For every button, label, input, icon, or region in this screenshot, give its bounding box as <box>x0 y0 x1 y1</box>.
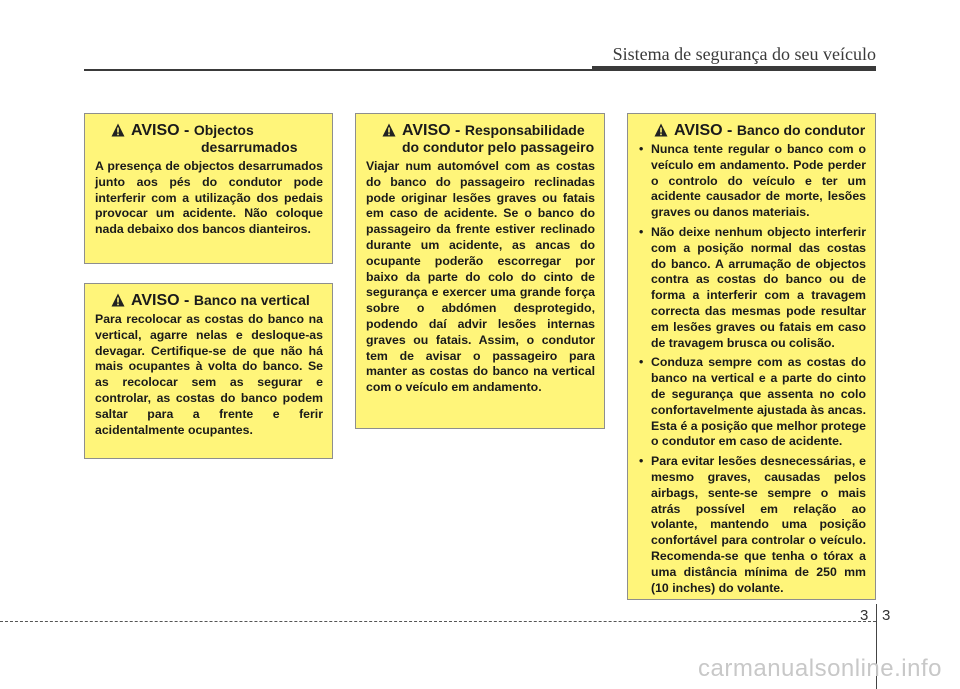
page-number: 3 <box>882 607 891 624</box>
warning-subtitle: Responsabilidade <box>464 122 585 138</box>
warning-triangle-icon <box>382 123 396 137</box>
warning-triangle-icon <box>111 123 125 137</box>
warning-body: Viajar num automóvel com as costas do banco do passageiro reclinadas pode originar lesões graves ou fatais em caso de acidente. Se o banco do passageiro da frente estiver reclinado durante um acidente, as ancas do ocupante poderão escorregar por baixo da parte do colo do cinto de segurança e exercer uma grande força sobre o abdómen desprotegido, podendo daí advir lesões internas graves ou fatais. Assim, o condutor tem de avisar o passageiro para manter as costas do banco na vertical com o veículo em andamento. <box>366 159 595 395</box>
warning-body: Para recolocar as costas do banco na vertical, agarre nelas e desloque-as devagar. Certifique-se de que não há mais ocupantes à volta do banco. Se as recolocar sem as segurar e controlar, as costas do banco podem saltar para a frente e ferir acidentalmente ocupantes. <box>95 312 323 437</box>
footer-rule <box>0 621 876 622</box>
warning-box-condutor <box>627 113 876 600</box>
watermark: carmanualsonline.info <box>698 655 942 682</box>
warning-label: AVISO - <box>402 122 461 139</box>
warning-subtitle: Banco do condutor <box>736 122 866 138</box>
warning-triangle-icon <box>654 123 668 137</box>
warning-subtitle: Banco na vertical <box>193 292 310 308</box>
warning-box-title <box>95 122 323 156</box>
warning-body: A presença de objectos desarrumados junto aos pés do condutor pode interferir com a utilização dos pedais provocar um acidente. Não coloque nada debaixo dos bancos dianteiros. <box>95 159 323 237</box>
warning-box-title <box>638 122 866 139</box>
page-header-title: Sistema de segurança do seu veículo <box>612 44 876 64</box>
header-rule-accent <box>592 66 876 71</box>
warning-label: AVISO - <box>131 122 190 139</box>
warning-box-title <box>95 292 323 309</box>
warning-box-title <box>366 122 595 156</box>
warning-subtitle-line2: do condutor pelo passageiro <box>402 139 595 155</box>
warning-bullet-item: • Conduza sempre com as costas do banco na vertical e a parte do cinto de segurança que assenta no colo confortavelmente ajustada às ancas. Esta é a posição que melhor protege o condutor em caso de acidente. <box>638 355 866 450</box>
warning-subtitle: Objectos <box>193 122 254 138</box>
warning-bullet-list <box>638 142 866 596</box>
warning-subtitle-line2: desarrumados <box>201 139 298 155</box>
warning-box-objectos <box>84 113 333 264</box>
warning-box-passageiro <box>355 113 605 429</box>
chapter-number: 3 <box>860 607 869 624</box>
warning-bullet-item: • Nunca tente regular o banco com o veículo em andamento. Pode perder o controlo do veículo e ter um acidente causador de morte, lesões graves ou danos materiais. <box>638 142 866 221</box>
warning-triangle-icon <box>111 293 125 307</box>
warning-box-vertical <box>84 283 333 459</box>
warning-bullet-item: • Para evitar lesões desnecessárias, e mesmo graves, causadas pelos airbags, sente-se sempre o mais atrás possível em relação ao volante, mantendo uma posição confortável para controlar o veículo. Recomenda-se que tenha o tórax a uma distância mínima de 250 mm (10 inches) do volante. <box>638 454 866 596</box>
warning-label: AVISO - <box>674 122 733 139</box>
warning-label: AVISO - <box>131 292 190 309</box>
warning-bullet-item: • Não deixe nenhum objecto interferir com a posição normal das costas do banco. A arrumação de objectos contra as costas do banco ou de forma a interferir com a travagem correcta das mesmas pode resultar em lesões graves ou fatais em caso de travagem brusca ou colisão. <box>638 225 866 351</box>
